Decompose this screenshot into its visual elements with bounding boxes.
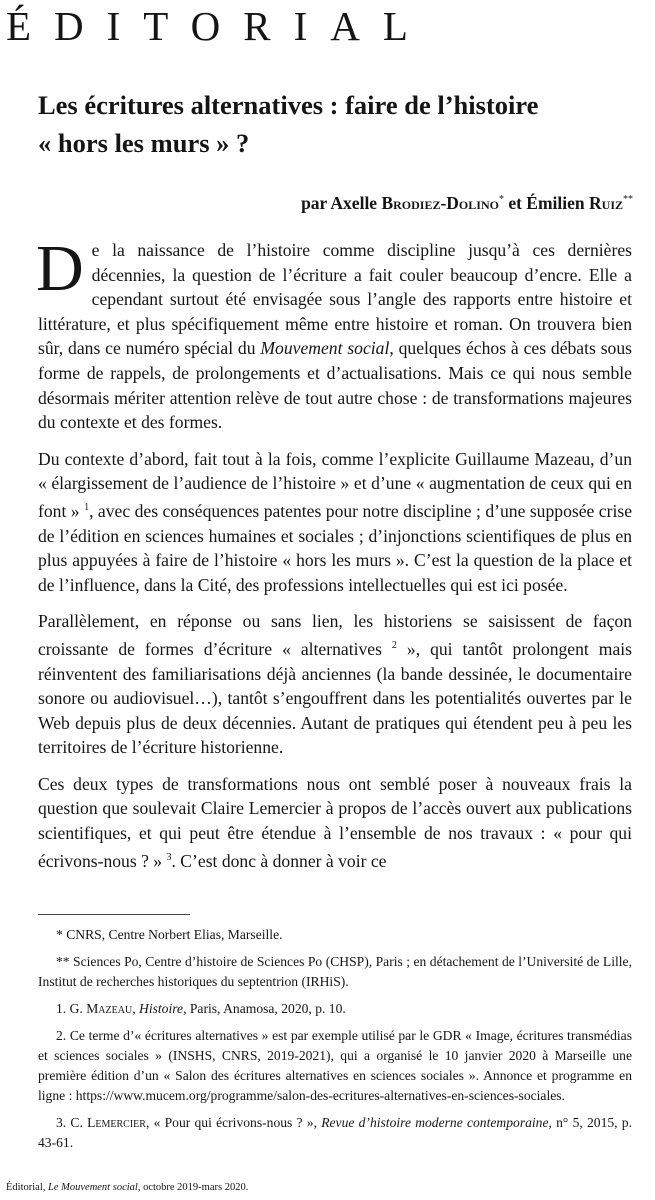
paragraph-4-text-b: . C’est donc à donner à voir ce (171, 850, 387, 871)
footnote-ref-1[interactable]: 1 (84, 501, 90, 513)
article-title-line-2: « hors les murs » ? (38, 128, 250, 158)
paragraph-1-text-b: , quelques échos à ces débats sous forme de rappels, de prolongements et d’actualisations. Mais ce qui nous semble désormais mériter attention relève de tout autre chose : de transformations majeures du contexte et des formes. (38, 338, 632, 433)
article-title-line-1: Les écritures alternatives : faire de l’histoire (38, 90, 539, 120)
footnote-1-rest: , Paris, Anamosa, 2020, p. 10. (183, 1001, 346, 1016)
footnote-2: 2. Ce terme d’« écritures alternatives » est par exemple utilisé par le GDR « Image, écritures transmédias et sciences sociales » (INSHS, CNRS, 2019-2021), qui a organisé le 10 janvier 2020 à Marseille une première édition d’un « Salon des écritures alternatives en sciences sociales ». Annonce et programme en ligne : https://www.mucem.org/programme/salon-des-ecritures-alternatives-en-sciences-sociales. (38, 1028, 632, 1103)
drop-cap: D (36, 232, 84, 305)
paragraph-2 (38, 447, 632, 598)
footnote-3 (38, 1113, 632, 1153)
footnote-3-rest: , n° 5, 2015, p. 43-61. (38, 1115, 632, 1150)
footnote-1-title: Histoire (139, 1001, 184, 1016)
byline-connector: et Émilien (503, 193, 590, 213)
byline (38, 193, 633, 214)
footnote-3-number: 3. (56, 1115, 67, 1130)
author-1-surname: Brodiez-Dolino (381, 193, 499, 213)
paragraph-3-text-b: », qui tantôt prolongent mais réinventent des familiarisations déjà anciennes (la bande dessinée, le documentaire sonore ou audiovisuel…), tantôt s’engouffrent dans les potentialités ouvertes par le Web depuis plus de deux décennies. Autant de pratiques qui étendent peu à peu les territoires de l’écriture historienne. (38, 638, 632, 758)
paragraph-4 (38, 772, 632, 873)
footer-journal: Le Mouvement social (48, 1182, 138, 1193)
footnote-author-2: ** Sciences Po, Centre d’histoire de Sciences Po (CHSP), Paris ; en détachement de l’Université de Lille, Institut de recherches historiques du septentrion (IRHiS). (38, 954, 632, 989)
footnote-ref-2[interactable]: 2 (391, 639, 397, 651)
footnote-1-author: G. Mazeau (69, 1001, 133, 1016)
footnote-author-1: * CNRS, Centre Norbert Elias, Marseille. (56, 927, 283, 942)
footer-suffix: , octobre 2019-mars 2020. (137, 1182, 249, 1193)
footnote-3-mid: , « Pour qui écrivons-nous ? », (145, 1115, 322, 1130)
journal-title: Mouvement social (260, 338, 390, 359)
footnotes (38, 925, 632, 1160)
author-1-footnote-mark[interactable]: * (498, 194, 504, 205)
paragraph-1 (36, 232, 632, 435)
paragraph-1-text-a: e la naissance de l’histoire comme discipline jusqu’à ces dernières décennies, la question de l’écriture a fait couler beaucoup d’encre. Elle a cependant surtout été envisagée sous l’angle des rapports entre histoire et littérature, et plus spécifiquement même entre histoire et roman. On trouvera bien sûr, dans ce numéro spécial du (38, 240, 632, 359)
footnote-3-journal: Revue d’histoire moderne contemporaine (321, 1115, 549, 1130)
paragraph-4-text-a: Ces deux types de transformations nous ont semblé poser à nouveaux frais la question que soulevait Claire Lemercier à propos de l’accès ouvert aux publications scientifiques, et qui peut être étendue à l’ensemble de nos travaux : « pour qui écrivons-nous ? » (38, 773, 632, 871)
footnote-1 (38, 999, 632, 1019)
footnote-3-author: C. Lemercier (70, 1115, 146, 1130)
article-title (38, 86, 638, 162)
paragraph-3-text-a: Parallèlement, en réponse ou sans lien, les historiens se saisissent de façon croissante de formes d’écriture « alternatives (38, 611, 632, 659)
page-footer (6, 1182, 248, 1193)
paragraph-2-text-b: , avec des conséquences patentes pour notre discipline ; d’une supposée crise de l’édition en sciences humaines et sociales ; d’injonctions scientifiques de plus en plus appuyées à faire de l’histoire « hors les murs ». C’est la question de la place et de l’influence, dans la Cité, des professions intellectuelles qui est ici posée. (38, 500, 632, 595)
paragraph-3 (38, 609, 632, 760)
article-body (36, 232, 632, 885)
byline-prefix: par Axelle (301, 193, 382, 213)
footnote-1-number: 1. (56, 1001, 67, 1016)
footnote-separator (38, 914, 190, 915)
footnote-1-separator: , (132, 1001, 139, 1016)
author-2-surname: Ruiz (589, 193, 623, 213)
section-header: ÉDITORIAL (6, 3, 431, 49)
paragraph-2-text-a: Du contexte d’abord, fait tout à la fois, comme l’explicite Guillaume Mazeau, d’un « élargissement de l’audience de l’histoire » et d’une « augmentation de ceux qui en font » (38, 448, 632, 521)
footer-prefix: Éditorial, (6, 1182, 48, 1193)
footnote-ref-3[interactable]: 3 (166, 851, 172, 863)
author-2-footnote-mark[interactable]: ** (623, 194, 633, 205)
